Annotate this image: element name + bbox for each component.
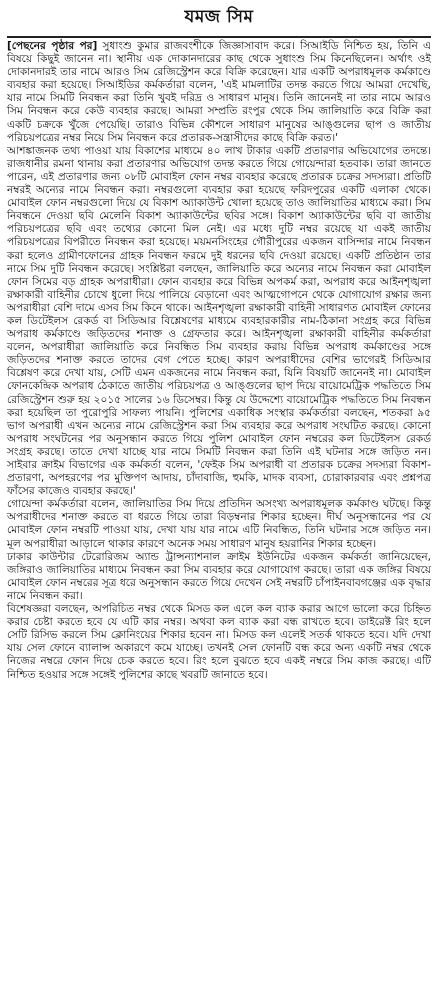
article-paragraph: গোয়েন্দা কর্মকর্তারা বলেন, জালিয়াতির সিম দিয়ে প্রতিদিন অসংখ্য অপরাধমূলক কর্মকাণ্ড ঘটছে। কিন্তু অপরাধীদের শনাক্ত করতে বা ধরতে গিয়ে তারা বিড়ম্বনার শিকার হচ্ছেন। দীর্ঘ অনুসন্ধানের পর যে মোবাইল ফোন নম্বরটি পাওয়া যায়, দেখা যায় যার নামে এটি নিবন্ধিত, তিনি ঘটনার সঙ্গে জড়িত নন। মূল অপরাধীরা আড়ালে থাকার কারণে অনেক সময় সাধারণ মানুষ হয়রানির শিকার হচ্ছেন। <box>7 498 431 550</box>
article-paragraph: আশঙ্কাজনক তথ্য পাওয়া যায় বিকাশের মাধ্যমে ৪০ লাখ টাকার একটি প্রতারণার অভিযোগের তদন্তে। রাজধানীর রমনা থানায় করা প্রতারণার অভিযোগ তদন্ত করতে গিয়ে গোয়েন্দারা হতবাক। তারা জানতে পারেন, এই প্রতারণার জন্য ০৮টি মোবাইল ফোন নম্বর ব্যবহার করেছে প্রতারক চক্রের সদস্যরা। প্রতিটি নম্বরই অন্যের নামে নিবন্ধন করা। নম্বরগুলো ব্যবহার করা হয়েছে ফরিদপুরের একটি এলাকা থেকে। মোবাইল ফোন নম্বরগুলো দিয়ে যে বিকাশ অ্যাকাউন্ট খোলা হয়েছে তাও জালিয়াতির মাধ্যমে করা। সিম নিবন্ধনে দেওয়া ছবি মেলেনি বিকাশ অ্যাকাউন্টের ছবির সঙ্গে। বিকাশ অ্যাকাউন্টের ছবি বা জাতীয় পরিচয়পত্রের ছবি এবং তথ্যের কোনো মিল নেই। এর মধ্যে দুটি নম্বর রয়েছে যা একই জাতীয় পরিচয়পত্রের বিপরীতে নিবন্ধন করা হয়েছে। ময়মনসিংহের গৌরীপুরের একজন বাসিন্দার নামে নিবন্ধন করা হলেও গ্রামীণফোনের গ্রাহক নিবন্ধন ফরমে দুই ধরনের ছবি দেওয়া রয়েছে। একটি প্রতিষ্ঠান তার নামে সিম দুটি নিবন্ধন করেছে। সংশ্লিষ্টরা বলছেন, জালিয়াতি করে অন্যের নামে নিবন্ধন করা মোবাইল ফোন সিমের বড় গ্রাহক অপরাধীরা। ফোন ব্যবহার করে বিভিন্ন অপকর্ম করা, অপরাধ করে আইনশৃঙ্খলা রক্ষাকারী বাহিনীর চোখে ধুলো দিয়ে পালিয়ে বেড়ানো এবং আত্মগোপনে থেকে যোগাযোগ রক্ষার জন্য অপরাধীরা বেশি দামে এসব সিম কিনে থাকে। আইনশৃঙ্খলা রক্ষাকারী বাহিনী সাধারণত মোবাইল ফোনের কল ডিটেইলস রেকর্ড বা সিডিআর বিশ্লেষণের মাধ্যমে ব্যবহারকারীর নাম-ঠিকানা সংগ্রহ করে বিভিন্ন অপরাধ কর্মকাণ্ডে জড়িতদের শনাক্ত ও গ্রেফতার করে। আইনশৃঙ্খলা রক্ষাকারী বাহিনীর কর্মকর্তারা বলেন, অপরাধীরা জালিয়াতি করে নিবন্ধিত সিম ব্যবহার করায় বিভিন্ন অপরাধ কর্মকাণ্ডের সঙ্গে জড়িতদের শনাক্ত করতে তাদের বেগ পেতে হচ্ছে। কারণ অপরাধীদের বেশির ভাগেরই সিডিআর বিশ্লেষণ করে দেখা যায়, সেটি এমন একজনের নামে নিবন্ধন করা, যিনি বিষয়টি জানেনই না। মোবাইল ফোনকেন্দ্রিক অপরাধ ঠেকাতে জাতীয় পরিচয়পত্র ও আঙ্গুলের ছাপ দিয়ে বায়োমেট্রিক পদ্ধতিতে সিম রেজিস্ট্রেশন শুরু হয় ২০১৫ সালের ১৬ ডিসেম্বর। কিন্তু যে উদ্দেশ্যে বায়োমেট্রিক পদ্ধতিতে সিম নিবন্ধন করা হয়েছিল তা পুরোপুরি সাফল্য পায়নি। পুলিশের একাধিক সংস্থার কর্মকর্তারা বলছেন, শতকরা ৯৫ ভাগ অপরাধী এখন অন্যের নামে রেজিস্ট্রেশন করা সিম ব্যবহার করে অপরাধ সংঘটিত করছে। কোনো অপরাধ সংঘটনের পর অনুসন্ধান করতে গিয়ে পুলিশ মোবাইল ফোন নম্বরের কল ডিটেইলস রেকর্ড সংগ্রহ করছে। তাতে দেখা যাচ্ছে যার নামে সিমটি নিবন্ধন করা তিনি এই ঘটনার সঙ্গে জড়িত নন। সাইবার ক্রাইম বিভাগের এক কর্মকর্তা বলেন, 'ফেইক সিম অপরাধী বা প্রতারক চক্রের সদস্যরা বিকাশ-প্রতারণা, অপহরণের পর মুক্তিপণ আদায়, চাঁদাবাজি, হুমকি, মাদক ব্যবসা, চোরাকারবার এবং প্রশ্নপত্র ফাঁসের কাজেও ব্যবহার করছে।' <box>7 144 431 498</box>
article-paragraph <box>7 40 431 145</box>
headline-area <box>7 0 431 36</box>
article-paragraph: বিশেষজ্ঞরা বলছেন, অপরিচিত নম্বর থেকে মিসড কল এলে কল ব্যাক করার আগে ভালো করে চিহ্নিত করার চেষ্টা করতে হবে যে এটি কার নম্বর। অথবা কল ব্যাক করা বন্ধ রাখতে হবে। ডাইরেক্ট রিং হলে সেটি রিসিভ করলে সিম ক্লোনিংয়ের শিকার হবেন না। মিসড কল এলেই সতর্ক থাকতে হবে। যদি দেখা যায় সেল ফোনে ব্যালান্স অকারণে কমে যাচ্ছে। তখনই সেল ফোনটি বন্ধ করে অন্য একটি নম্বর থেকে নিজের নম্বরে ফোন দিয়ে চেক করতে হবে। রিং হলে বুঝতে হবে একই নম্বরে সিম কাজ করছে। এটি নিশ্চিত হওয়ার সঙ্গে সঙ্গেই পুলিশের কাছে খবরটি জানাতে হবে। <box>7 603 431 681</box>
article-paragraph: ঢাকার কাউন্টার টেরোরিজম অ্যান্ড ট্রান্সন্যাশনাল ক্রাইম ইউনিটের একজন কর্মকর্তা জানিয়েছেন, জঙ্গিরাও জালিয়াতির মাধ্যমে নিবন্ধন করা সিম ব্যবহার করে যোগাযোগ করছে। তারা এক জঙ্গির বিষয়ে মোবাইল ফোন নম্বরের সূত্র ধরে অনুসন্ধান করতে গিয়ে দেখেন সেই নম্বরটি চাঁপাইনবাবগঞ্জের এক বৃদ্ধার নামে নিবন্ধন করা। <box>7 550 431 602</box>
paragraph-text: সুধাংশু কুমার রাজবংশীকে জিজ্ঞাসাবাদ করে। সিআইডি নিশ্চিত হয়, তিনি এ বিষয়ে কিছুই জানেন না। স্থানীয় এক দোকানদারের কাছ থেকে সুধাংশু সিম কিনেছিলেন। অর্থাৎ ওই দোকানদারই তার নামে আরও সিম রেজিস্ট্রেশন করে বিক্রি করেছেন। যার একটি অপরাধমূলক কর্মকাণ্ডে ব্যবহার করা হয়েছে। সিআইডির কর্মকর্তারা বলেন, 'এই মামলাটির তদন্ত করতে গিয়ে আমরা দেখেছি, যার নামে সিমটি নিবন্ধন করা তিনি খুবই দরিদ্র ও সাধারণ মানুষ। তিনি জানেনই না তার নামে আরও সিম নিবন্ধন করে কেউ ব্যবহার করছে। আমরা সম্প্রতি রংপুর থেকে সিম জালিয়াতি করে বিক্রি করা একটি চক্রকে খুঁজে পেয়েছি। তারাও বিভিন্ন কৌশলে সাধারণ মানুষের আঙ্গুলের ছাপ ও জাতীয় পরিচয়পত্রের নম্বর নিয়ে সিম নিবন্ধন করে প্রতারক-সন্ত্রাসীদের কাছে বিক্রি করত।' <box>7 40 431 144</box>
continued-from-label: [পেছনের পৃষ্ঠার পর] <box>7 40 98 52</box>
article-body <box>7 40 431 682</box>
headline-divider <box>7 36 431 38</box>
article-headline: যমজ সিম <box>184 7 254 27</box>
